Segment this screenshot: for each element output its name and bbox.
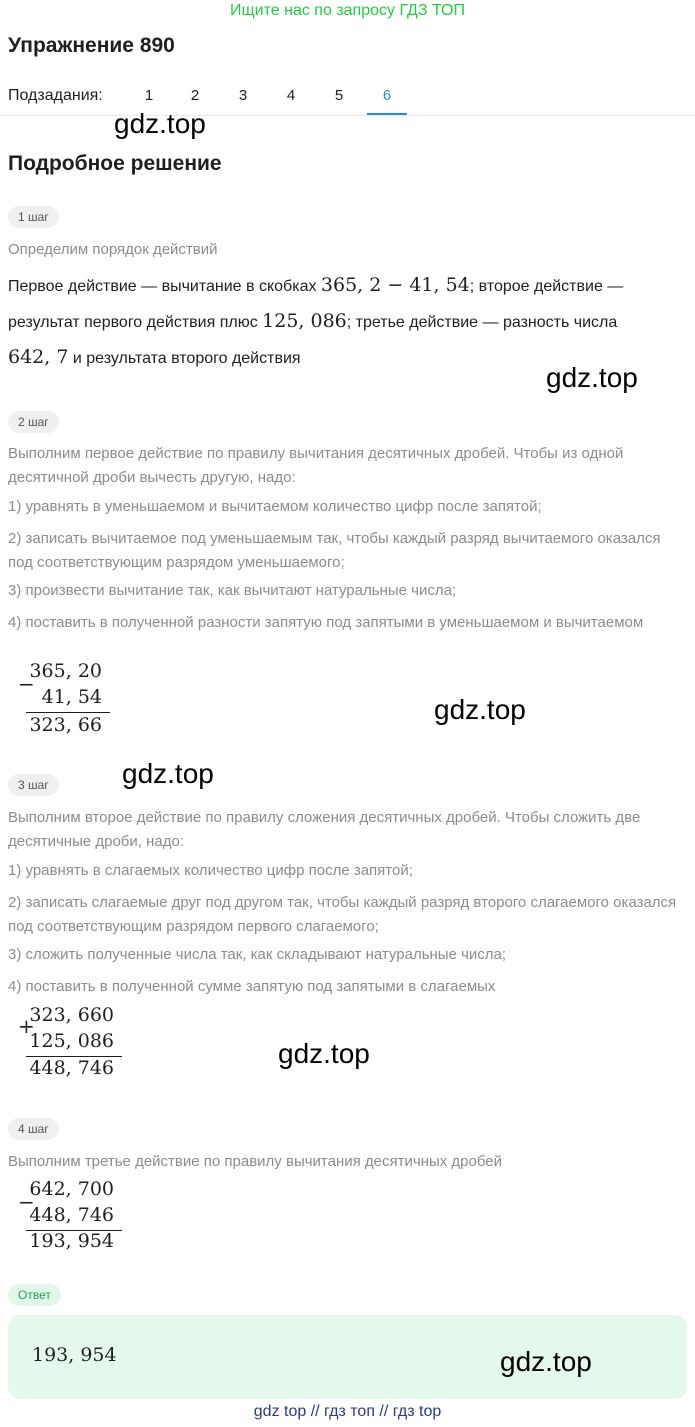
watermark: gdz.top: [278, 1038, 370, 1069]
tab-subtask-3[interactable]: 3: [238, 87, 248, 104]
step-3-intro: Выполним второе действие по правилу сложения десятичных дробей. Чтобы сложить две десятичные дроби, надо:: [8, 809, 641, 850]
tabs-divider: [0, 115, 695, 116]
step-1-line-2-math: 125, 086: [262, 310, 347, 332]
step-1-line-1: [8, 267, 693, 305]
watermark: gdz.top: [500, 1346, 592, 1377]
tab-subtask-4[interactable]: 4: [286, 87, 296, 104]
step-3-badge: 3 шаг: [8, 774, 59, 796]
step-2-operator: −: [18, 672, 35, 696]
tab-subtask-5[interactable]: 5: [334, 87, 344, 104]
step-1-line-1-text-a: Первое действие — вычитание в скобках: [8, 278, 321, 295]
step-4-operator: −: [18, 1190, 35, 1214]
step-4-minuend: 642, 700: [29, 1178, 114, 1200]
step-2-badge: 2 шаг: [8, 411, 59, 433]
step-3-addend-1: 323, 660: [29, 1004, 114, 1026]
page-title: Упражнение 890: [8, 34, 175, 57]
step-1-line-3-text: и результата второго действия: [68, 350, 301, 367]
answer-value: 193, 954: [32, 1344, 117, 1366]
step-4-result: 193, 954: [29, 1230, 114, 1252]
step-1-line-1-math: 365, 2 − 41, 54: [320, 274, 470, 296]
step-3-rule-4: 4) поставить в полученной сумме запятую под запятыми в слагаемых: [8, 978, 496, 995]
step-2-rule-1: 1) уравнять в уменьшаемом и вычитаемом количество цифр после запятой;: [8, 498, 542, 515]
step-3-rule-2: 2) записать слагаемые друг под другом так, чтобы каждый разряд второго слагаемого оказался под соответствующим разрядом первого слагаемого;: [8, 894, 677, 935]
step-4-intro: Выполним третье действие по правилу вычитания десятичных дробей: [8, 1153, 503, 1170]
step-2-rule-4: 4) поставить в полученной разности запятую под запятыми в уменьшаемом и вычитаемом: [8, 614, 644, 631]
step-1-intro: Определим порядок действий: [8, 241, 218, 258]
step-3-rule-1: 1) уравнять в слагаемых количество цифр после запятой;: [8, 862, 413, 879]
footer-links[interactable]: gdz top // гдз топ // гдз top: [253, 1403, 442, 1420]
step-3-addend-2: 125, 086: [29, 1030, 114, 1052]
step-4-badge: 4 шаг: [8, 1118, 59, 1140]
tab-subtask-1[interactable]: 1: [144, 87, 154, 104]
step-1-line-2: [8, 303, 693, 341]
step-2-minuend: 365, 20: [29, 660, 102, 682]
tab-subtask-2[interactable]: 2: [190, 87, 200, 104]
watermark: gdz.top: [122, 758, 214, 789]
section-title: Подробное решение: [8, 152, 222, 175]
step-1-badge: 1 шаг: [8, 206, 59, 228]
step-2-rule-2: 2) записать вычитаемое под уменьшаемым так, чтобы каждый разряд вычитаемого оказался под соответствующим разрядом уменьшаемого;: [8, 530, 661, 571]
answer-badge: Ответ: [8, 1284, 61, 1306]
step-3-operator: +: [18, 1014, 35, 1038]
watermark: gdz.top: [434, 694, 526, 725]
step-3-rule-3: 3) сложить полученные числа так, как складывают натуральные числа;: [8, 946, 507, 963]
step-2-subtrahend: 41, 54: [41, 686, 102, 708]
step-2-rule-3: 3) произвести вычитание так, как вычитают натуральные числа;: [8, 582, 457, 599]
step-1-line-2-text-b: ; третье действие — разность числа: [346, 314, 618, 331]
step-1-line-3-math: 642, 7: [8, 346, 69, 368]
tab-subtask-6[interactable]: 6: [382, 87, 392, 104]
step-2-result: 323, 66: [29, 714, 102, 736]
step-2-calc-line: [26, 712, 110, 713]
step-2-intro: Выполним первое действие по правилу вычитания десятичных дробей. Чтобы из одной десятичной дроби вычесть другую, надо:: [8, 445, 624, 486]
step-1-line-1-text-b: ; второе действие —: [469, 278, 624, 295]
step-4-subtrahend: 448, 746: [29, 1204, 114, 1226]
watermark: gdz.top: [546, 362, 638, 393]
step-3-sum: 448, 746: [29, 1057, 114, 1079]
promo-banner[interactable]: Ищите нас по запросу ГДЗ ТОП: [230, 2, 465, 19]
subtasks-label: Подзадания:: [8, 87, 103, 104]
step-1-line-2-text-a: результат первого действия плюс: [8, 314, 263, 331]
watermark: gdz.top: [114, 108, 206, 139]
